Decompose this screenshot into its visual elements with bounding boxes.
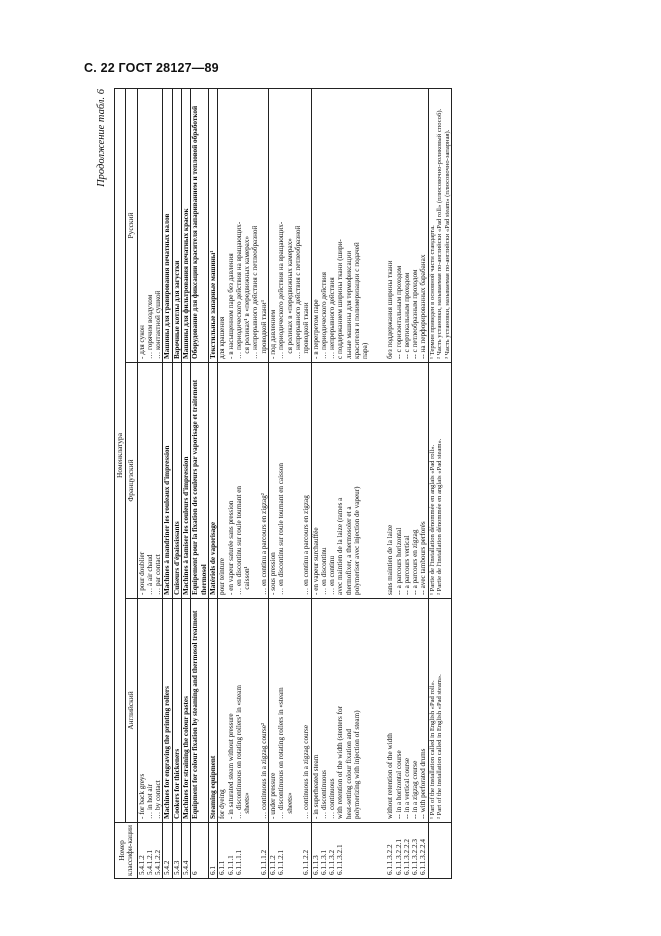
english-term-line: heat-setting colour fixation and: [344, 728, 353, 819]
table-row: [208, 88, 217, 878]
classification-code-line: [243, 826, 251, 875]
column-header-russian: Русский: [126, 88, 137, 362]
french-term: [182, 363, 191, 599]
english-term-line: … continuous in a zigzag course: [302, 724, 311, 819]
classification-code-line: 6.1.1.1.1: [234, 849, 243, 875]
classification-code: [182, 823, 191, 879]
classification-code-line: 6.1.1.2.2: [302, 849, 311, 875]
russian-term-line: с поддержанием ширины ткани (шири-: [336, 239, 345, 359]
english-term-line: Equipment for colour fixation by steaming and thermosol treatment: [191, 610, 200, 819]
french-term-line: avec maintien de la laize (rames a: [336, 497, 345, 595]
french-term: [191, 363, 209, 599]
russian-term-line: … непрерывного действия с петлеобразной: [293, 225, 302, 359]
french-term-line: polymeriser avec injection de vapeur): [353, 486, 362, 595]
english-term-line: [370, 602, 378, 819]
russian-term-line: - в перегретом паре: [311, 299, 320, 359]
russian-term-line: льные машины для термофиксации: [344, 250, 353, 359]
french-term-line: … en discontinu: [319, 547, 328, 595]
russian-term-line: -- с горизонтальным проходом: [394, 265, 403, 359]
classification-code-line: 6.1: [208, 866, 217, 875]
classification-code-line: 6.1.1.1.2: [259, 849, 268, 875]
table-row: [191, 88, 209, 878]
french-term: [218, 363, 269, 599]
french-term-line: … en continu a parcours en zigzag: [302, 495, 311, 595]
classification-code: [208, 823, 217, 879]
english-term-line: … continuous in a zigzag course²: [259, 722, 268, 819]
french-term-line: [370, 366, 378, 595]
classification-code-line: 6.1.1.2.1: [277, 849, 286, 875]
russian-term-line: - в насыщенном паре без давления: [226, 253, 235, 359]
russian-term: [182, 88, 191, 362]
english-term-line: … discontinuous: [319, 770, 328, 819]
classification-code-line: [378, 826, 386, 875]
russian-term-line: … периодического действия: [319, 272, 328, 359]
classification-code-line: 6.1.1: [218, 860, 227, 875]
footnotes-fr: [428, 363, 452, 599]
footnotes-en: [428, 599, 452, 823]
russian-term-line: [378, 92, 386, 359]
french-term-line: - pour doublier: [137, 551, 146, 595]
french-term-line: caisson¹: [243, 566, 252, 595]
table-row: [163, 88, 172, 878]
table-row: [269, 88, 311, 878]
column-header-english: Английский: [126, 599, 137, 823]
english-term: [172, 599, 181, 823]
french-term-line: … à air chaud: [145, 554, 154, 595]
french-term-line: [378, 366, 386, 595]
rotated-page-body: [96, 89, 596, 879]
russian-term-line: красителя и полимеризации с подачей: [353, 242, 362, 359]
french-term: [269, 363, 311, 599]
french-term: [163, 363, 172, 599]
footnote: ³ Часть установки, называемая по-английски «Pad steam» (плюсовочно-запарная).: [443, 129, 451, 359]
russian-term-line: … непрерывного действия с петлеобразной: [251, 225, 260, 359]
classification-code-line: 6.1.1.3.2.1: [336, 844, 345, 875]
english-term-line: Machines for straining the colour pastes: [182, 696, 191, 819]
french-term-line: … en discontinu sur roule tournant en caisson: [277, 463, 286, 595]
classification-code-line: [370, 826, 378, 875]
french-term-line: [286, 366, 294, 595]
english-term: [191, 599, 209, 823]
classification-code-line: 5.4.1.2: [137, 855, 146, 875]
russian-term-line: - для сукон: [137, 325, 146, 359]
classification-code-line: [353, 826, 361, 875]
russian-term: [311, 88, 428, 362]
english-term-line: … discontinuous on rotating rollers in «steam: [277, 687, 286, 819]
classification-code-line: [251, 826, 259, 875]
english-term-line: [361, 602, 369, 819]
english-term: [137, 599, 163, 823]
classification-code: [218, 823, 269, 879]
french-term-line: Equipement pour la fixation des couleurs par vaporisage et traitement thermosol: [191, 378, 208, 595]
english-term-line: [251, 602, 259, 819]
footnotes-row: [428, 88, 452, 878]
english-term-line: Steaming equipment: [208, 755, 217, 819]
russian-term-line: Оборудование для фиксации красителя запариванием и тепловой обработкой: [191, 105, 200, 359]
french-term-line: pour teinture: [218, 558, 227, 595]
english-term-line: [294, 602, 302, 819]
english-term: [163, 599, 172, 823]
french-term-line: -- a parcours en zigzag: [411, 529, 420, 595]
classification-code-line: [361, 826, 369, 875]
russian-term-line: Текстильные запарные машины¹: [208, 250, 217, 359]
russian-term-line: ся роликах¹ в «передвижных камерах»: [243, 235, 252, 359]
classification-code: [191, 823, 209, 879]
table-row: [172, 88, 181, 878]
classification-code-line: 6.1.1.3.2.2.1: [394, 839, 403, 875]
english-term-line: -- with perforated drums: [419, 748, 428, 819]
french-term-line: [294, 366, 302, 595]
russian-term: [269, 88, 311, 362]
english-term-line: [378, 602, 386, 819]
english-term-line: for dyeing: [218, 789, 227, 819]
russian-term: [191, 88, 209, 362]
french-term-line: … par contact: [154, 554, 163, 595]
column-header-code: Номер классифи-кации: [115, 823, 138, 879]
footnote: ² Часть установки, называемая по-английски «Pad roll» (плюсовочно-роликовый способ).: [436, 108, 444, 359]
english-term-line: - in superheated steam: [311, 754, 320, 819]
classification-code: [269, 823, 311, 879]
english-term: [218, 599, 269, 823]
english-term-line: -- in a zigzag course: [411, 760, 420, 819]
english-term-line: without retention of the width: [386, 733, 395, 819]
french-term-line: [361, 366, 369, 595]
english-term: [182, 599, 191, 823]
french-term-line: - en vapeur saturée sans pression: [226, 500, 235, 595]
russian-term-line: -- с вертикальным проходом: [402, 272, 411, 359]
russian-term-line: ся роликах в «передвижных камерах»: [285, 238, 294, 359]
russian-term-line: … периодического действия на вращающих-: [234, 221, 243, 359]
french-term-line: Matériels de vaporisage: [208, 521, 217, 595]
russian-term-line: Машины для фильтрования печатных красок: [182, 208, 191, 359]
french-term-line: … en continu a parcours en zigzag²: [259, 493, 268, 595]
french-term-line: -- a parcours horizontal: [394, 527, 403, 595]
russian-term-line: -- на перфорированных барабанах: [419, 254, 428, 359]
russian-term: [137, 88, 163, 362]
classification-code-line: 5.4.4: [182, 860, 191, 875]
classification-code-line: 5.4.3: [172, 860, 181, 875]
nomenclature-table: [114, 88, 452, 879]
classification-code-line: 6.1.1.3.2.2.4: [419, 839, 428, 875]
classification-code-line: 5.4.2: [163, 860, 172, 875]
footnote: ¹ Partie de l'installation dénommée en anglais «Pad roll».: [428, 444, 436, 595]
english-term-line: - in saturated steam without pressure: [226, 713, 235, 819]
french-term: [208, 363, 217, 599]
english-term-line: -- in a horizontal course: [394, 750, 403, 819]
french-term-line: Cuiseurs d'épaississants: [172, 521, 181, 595]
english-term-line: … by contact: [154, 780, 163, 819]
classification-code-line: 6.1.1.3.2.2.3: [411, 839, 420, 875]
french-term-line: -- avec tambours perforés: [419, 521, 428, 595]
french-term-line: Machines à mandriner les rouleaux d'impression: [163, 445, 172, 595]
french-term-line: thermofixer, a thermosoler et a: [344, 506, 353, 595]
column-header-french: Французский: [126, 363, 137, 599]
classification-code-line: 6.1.1.3.2: [328, 849, 337, 875]
french-term-line: [251, 366, 259, 595]
classification-code: [172, 823, 181, 879]
english-term-line: … discontinuous on rotating rollers¹ in «steam: [234, 685, 243, 819]
classification-code-line: [286, 826, 294, 875]
french-term: [137, 363, 163, 599]
footnote: ² Partie de l'installation dénommée en anglais «Pad steam».: [436, 438, 444, 595]
page-header: С. 22 ГОСТ 28127—89: [84, 61, 219, 75]
classification-code: [311, 823, 428, 879]
table-body: [137, 88, 452, 878]
table-row: [218, 88, 269, 878]
russian-term-line: Варочные котлы для загустки: [172, 260, 181, 359]
russian-term: [218, 88, 269, 362]
english-term-line: Machines for engraving the printing rollers: [163, 686, 172, 819]
french-term-line: … en discontinu sur roule tournant en: [234, 486, 243, 595]
classification-code-line: 6.1.1.2: [269, 855, 278, 875]
table-row: [182, 88, 191, 878]
english-term: [208, 599, 217, 823]
english-term-line: - for back greys: [137, 773, 146, 819]
english-term-line: -- in a vertical course: [402, 757, 411, 819]
russian-term-line: [370, 92, 378, 359]
classification-code-line: 6.1.1.3.2.2.2: [402, 839, 411, 875]
english-term-line: sheets»: [285, 792, 294, 819]
english-term-line: polymerizing with injection of steam): [353, 710, 362, 819]
russian-term-line: проводкой ткани³: [259, 300, 268, 359]
russian-term-line: … горячим воздухом: [145, 294, 154, 359]
classification-code-line: [294, 826, 302, 875]
classification-code-line: 6.1.1.3.2.2: [386, 844, 395, 875]
russian-term-line: - под давлением: [269, 309, 278, 359]
english-term-line: - under pressure: [269, 772, 278, 819]
french-term-line: - sous pression: [269, 552, 278, 595]
russian-term-line: … непрерывного действия: [328, 277, 337, 359]
russian-term-line: без поддержания ширины ткани: [386, 260, 395, 359]
french-term-line: … en continu: [328, 555, 337, 595]
classification-code-line: [345, 826, 353, 875]
english-term-line: … in hot air: [145, 784, 154, 819]
russian-term-line: … контактной сушкой: [154, 290, 163, 359]
french-term: [311, 363, 428, 599]
russian-term-line: … периодического действия на вращающих-: [277, 221, 286, 359]
table-row: [311, 88, 428, 878]
english-term-line: sheets»: [243, 792, 252, 819]
classification-code-line: 6.1.1.3: [311, 855, 320, 875]
classification-code: [137, 823, 163, 879]
english-term-line: with retention of the width (stenters for: [336, 706, 345, 819]
russian-term-line: для крашения: [218, 316, 227, 359]
footnote: ¹ Термин приведен в основной части стандарта.: [428, 225, 436, 359]
classification-code-line: 6.1.1.1: [226, 855, 235, 875]
classification-code-line: 6.1.1.3.1: [319, 849, 328, 875]
russian-term-line: пара): [361, 342, 370, 359]
footnote: ¹ Part of the installation called in English «Pad roll».: [428, 680, 436, 819]
column-header-nomenclature: Номенклатура: [115, 88, 126, 822]
russian-term-line: проводкой ткани: [302, 302, 311, 359]
english-term-line: Cookers for thickeners: [172, 748, 181, 819]
russian-term-line: Машины для гравирования печатных валов: [163, 213, 172, 359]
english-term: [269, 599, 311, 823]
french-term-line: - en vapeur surchauffée: [311, 527, 320, 595]
classification-code: [163, 823, 172, 879]
russian-term: [208, 88, 217, 362]
table-row: [137, 88, 163, 878]
footnotes-ru: [428, 88, 452, 362]
russian-term: [172, 88, 181, 362]
english-term-line: … continuous: [328, 778, 337, 819]
classification-code-line: 6: [191, 871, 200, 875]
russian-term-line: -- с петлеобразным проходом: [411, 269, 420, 359]
english-term: [311, 599, 428, 823]
french-term-line: -- a parcours vertical: [402, 535, 411, 595]
russian-term: [163, 88, 172, 362]
table-continuation-label: Продолжение табл. 6: [96, 89, 107, 187]
classification-code-line: 5.4.1.2.1: [145, 849, 154, 875]
classification-code-line: 5.4.1.2.2: [154, 849, 163, 875]
footnote: ² Part of the installation called in English «Pad steam».: [436, 674, 444, 819]
french-term: [172, 363, 181, 599]
french-term-line: Machines à tamiser les couleurs d'impression: [182, 456, 191, 595]
footnote-code-cell: [428, 823, 452, 879]
french-term-line: sans maintien de la laize: [386, 524, 395, 595]
